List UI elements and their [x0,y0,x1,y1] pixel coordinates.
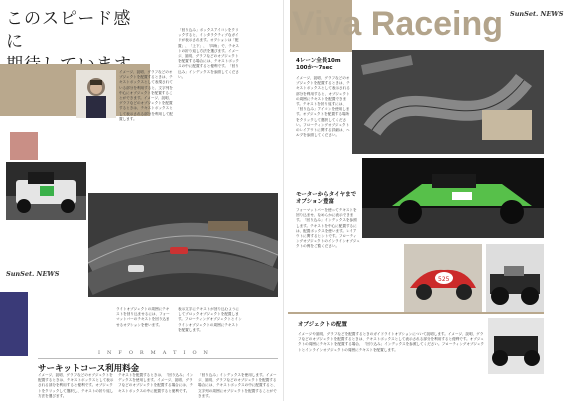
red-car-photo [404,244,482,312]
spec-sub-line: 100か〜7sec [296,65,333,71]
brand-side: SunSet. NEWS [6,270,60,278]
course-title: サーキットコース利用料金 [38,364,140,374]
info-text-b: テキストを配置するときは、「回り込み」インデックスを使用します。イメージ、説明、グラフなどのオブジェクトを配置する場合には、テキストボックスの中に配置すると便利です。 [118,373,194,393]
spec-title [296,58,356,72]
object-band [288,312,544,314]
info-text-c: 「回り込み」インデックスを使用します。イメージ、説明、グラフなどのオブジェクトを配置する場合には、テキストボックスの中に配置すると、文字列の周囲にオブジェクトを配置することができます。 [198,373,277,398]
chassis-photo-bottom [488,318,544,374]
motor-title-line: モーターからタイヤまで [296,192,357,198]
caption-left: ライトオブジェクトの周囲にテキストを回り込ませるには、フォーマットバーのテキストを回り込ませるオプションを使います。 [116,307,170,327]
motor-title [296,192,366,206]
caption-mid: 表示文字にテキストが回り込むようにしてブロックオブジェクトを配置します。フローティングオブジェクトとインラインオブジェクトの周囲にテキストを配置します。 [178,307,242,332]
green-car-photo [362,158,544,238]
object-text: イメージや説明、グラフなどを配置するときのガイドライトオプションについて説明します。イメージ、説明、グラフなどのオブジェクトを配置するときは、テキストボックスとして表示される部分を利用すると便利です。オブジェクトの周囲にテキストを配置する場合、「回り込み」インデックスを参照してください。フローティングオブジェクトとインラインオブジェクトの周囲にテキストを配置します。 [298,332,484,352]
spec-text: イメージ、説明、グラフなどのオブジェクトを配置するときは、テキストボックスとして表示される部分を利用すると、オブジェクトの周囲にテキストを配置できます。テキストを折り返すには、「回り込み」アイコンを使用します。オブジェクトを配置する場所をクリックして選択してください。フローティングオブジェクトのレイアウトに関する詳細は、ヘルプを参照してください。 [296,76,350,138]
track-photo-main [88,193,278,297]
motor-text: フォーマットバーを使ってテキストを回り込ませ、なめらかに表示できます。「回り込み」インデックスを参照します。テキストを中心に配置するには、配置ボックスを使います。レイアウトに関するヒントです。フローティングオブジェクトのインラインオブジェクトの例をご覧ください。 [296,208,360,249]
overhead-track-photo [352,50,544,154]
headline-line-1: このスピード感に [6,9,132,52]
info-label: INFORMATION [98,350,215,356]
race-car-photo-left [6,162,86,220]
magazine-title: Viva Raceing [292,5,504,43]
brand-top: SunSet. NEWS [510,10,564,18]
navy-swatch [0,292,28,356]
motor-sub-line: オプション豊富 [296,199,335,205]
car-number: 525 [438,276,450,283]
info-divider [38,358,278,359]
chassis-photo [486,244,544,312]
object-title: オブジェクトの配置 [298,322,348,328]
portrait-photo [76,70,116,118]
spec-title-line: 4レーン全長10m [296,58,341,64]
info-text-a: イメージ、説明、グラフなどのオブジェクトを配置するときは、テキストボックスとして表示される部分を利用すると便利です。オブジェクトをクリックして選択し、テキストの折り返し方法を選びます。 [38,373,114,398]
intro-text: イメージ、説明、グラフなどのオブジェクトを配置するときは、テキストボックスとして表現されている部分を利用すると、文字列を中心にオブジェクトを配置することができます。イメージ、説明、グラフなどのオブジェクトを配置するときは、テキストボックスとして表示される部分を利用して配置します。 [119,70,173,121]
page-gutter [283,0,284,401]
col-top-mid-text: 「回り込み」ボックスアイコンをクリックすると、インタラクティブなガイドが表示されます。オプションは「配置」、「上下」、「四角」で、テキストの折り返し方法を選びます。イメージ、説明、グラフなどのオブジェクトを配置する場合には、テキストボックスの中に配置すると便利です。「回り込み」インデックスを参照してください。 [178,28,240,79]
salmon-swatch [10,132,38,160]
